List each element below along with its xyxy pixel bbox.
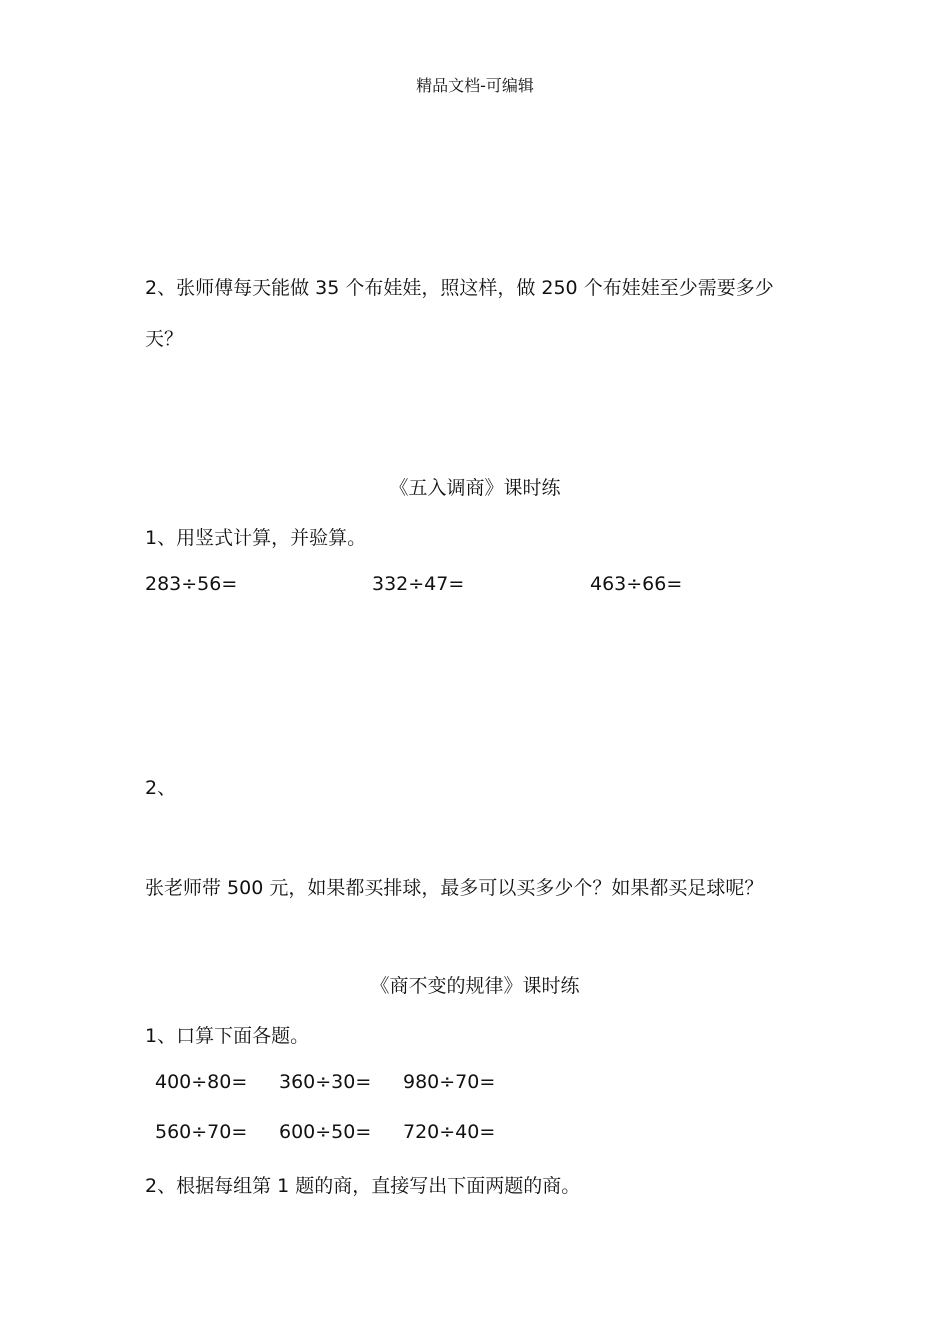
question-1-vertical-calc: 1、用竖式计算，并验算。 (145, 527, 367, 549)
mental-math-r1-c3: 980÷70= (403, 1071, 496, 1093)
question-2-ball-problem: 张老师带 500 元，如果都买排球，最多可以买多少个？如果都买足球呢？ (145, 877, 764, 899)
mental-math-r1-c1: 400÷80= (155, 1071, 248, 1093)
question-1-mental-math: 1、口算下面各题。 (145, 1025, 310, 1047)
mental-math-r2-c1: 560÷70= (155, 1121, 248, 1143)
question-2-line-1: 2、张师傅每天能做 35 个布娃娃，照这样，做 250 个布娃娃至少需要多少 (145, 277, 774, 299)
question-2-quotient-rule: 2、根据每组第 1 题的商，直接写出下面两题的商。 (145, 1175, 581, 1197)
page-header: 精品文档-可编辑 (416, 76, 534, 95)
calc-item-3: 463÷66= (590, 573, 683, 595)
mental-math-r2-c3: 720÷40= (403, 1121, 496, 1143)
mental-math-r1-c2: 360÷30= (279, 1071, 372, 1093)
question-2-line-2: 天？ (145, 328, 184, 350)
section-title-wuru-tiaoshang: 《五入调商》课时练 (389, 477, 561, 499)
calc-item-2: 332÷47= (372, 573, 465, 595)
question-2-label: 2、 (145, 777, 177, 799)
calc-item-1: 283÷56= (145, 573, 238, 595)
mental-math-r2-c2: 600÷50= (279, 1121, 372, 1143)
section-title-shang-bubian: 《商不变的规律》课时练 (370, 975, 580, 997)
